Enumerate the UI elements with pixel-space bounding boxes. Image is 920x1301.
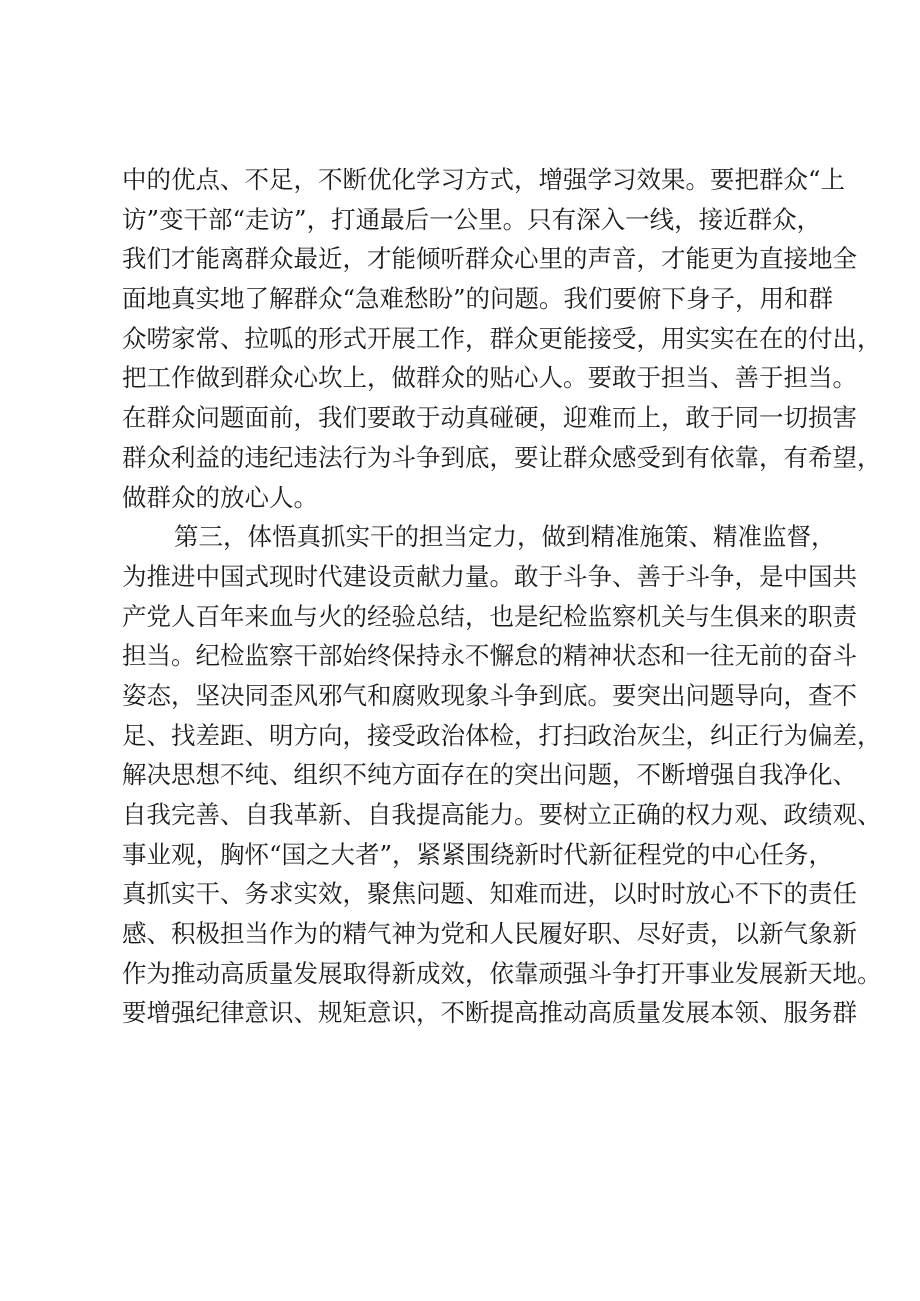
text-line: 在群众问题面前，我们要敢于动真碰硬，迎难而上，敢于同一切损害 bbox=[122, 403, 857, 433]
text-line: 访”变干部“走访”，打通最后一公里。只有深入一线，接近群众， bbox=[122, 204, 822, 234]
text-line: 足、找差距、明方向，接受政治体检，打扫政治灰尘，纠正行为偏差， bbox=[122, 720, 882, 750]
text-line: 众唠家常、拉呱的形式开展工作，群众更能接受，用实实在在的付出， bbox=[122, 323, 882, 353]
text-line: 姿态，坚决同歪风邪气和腐败现象斗争到底。要突出问题导向，查不 bbox=[122, 680, 857, 710]
text-line: 我们才能离群众最近，才能倾听群众心里的声音，才能更为直接地全 bbox=[122, 244, 857, 274]
text-line: 面地真实地了解群众“急难愁盼”的问题。我们要俯下身子，用和群 bbox=[122, 284, 834, 314]
paragraph-2 bbox=[122, 517, 882, 1033]
paragraph-1 bbox=[122, 160, 882, 517]
text-line: 感、积极担当作为的精气神为党和人民履好职、尽好责，以新气象新 bbox=[122, 919, 857, 949]
text-line: 第三，体悟真抓实干的担当定力，做到精准施策、精准监督， bbox=[174, 522, 836, 552]
text-line: 真抓实干、务求实效，聚焦问题、知难而进，以时时放心不下的责任 bbox=[122, 879, 857, 909]
body-text bbox=[122, 160, 882, 1033]
text-line: 群众利益的违纪违法行为斗争到底，要让群众感受到有依靠，有希望， bbox=[122, 442, 882, 472]
text-line: 要增强纪律意识、规矩意识，不断提高推动高质量发展本领、服务群 bbox=[122, 998, 857, 1028]
text-line: 事业观，胸怀“国之大者”，紧紧围绕新时代新征程党的中心任务， bbox=[122, 839, 834, 869]
text-line: 担当。纪检监察干部始终保持永不懈怠的精神状态和一往无前的奋斗 bbox=[122, 641, 857, 671]
text-line: 作为推动高质量发展取得新成效，依靠顽强斗争打开事业发展新天地。 bbox=[122, 958, 882, 988]
text-line: 产党人百年来血与火的经验总结，也是纪检监察机关与生俱来的职责 bbox=[122, 601, 857, 631]
text-line: 中的优点、不足，不断优化学习方式，增强学习效果。要把群众“上 bbox=[122, 165, 846, 194]
text-line: 做群众的放心人。 bbox=[122, 482, 318, 512]
text-line: 自我完善、自我革新、自我提高能力。要树立正确的权力观、政绩观、 bbox=[122, 800, 882, 829]
text-line: 解决思想不纯、组织不纯方面存在的突出问题，不断增强自我净化、 bbox=[122, 760, 857, 790]
text-line: 为推进中国式现时代建设贡献力量。敢于斗争、善于斗争，是中国共 bbox=[122, 561, 857, 591]
text-line: 把工作做到群众心坎上，做群众的贴心人。要敢于担当、善于担当。 bbox=[122, 363, 857, 393]
